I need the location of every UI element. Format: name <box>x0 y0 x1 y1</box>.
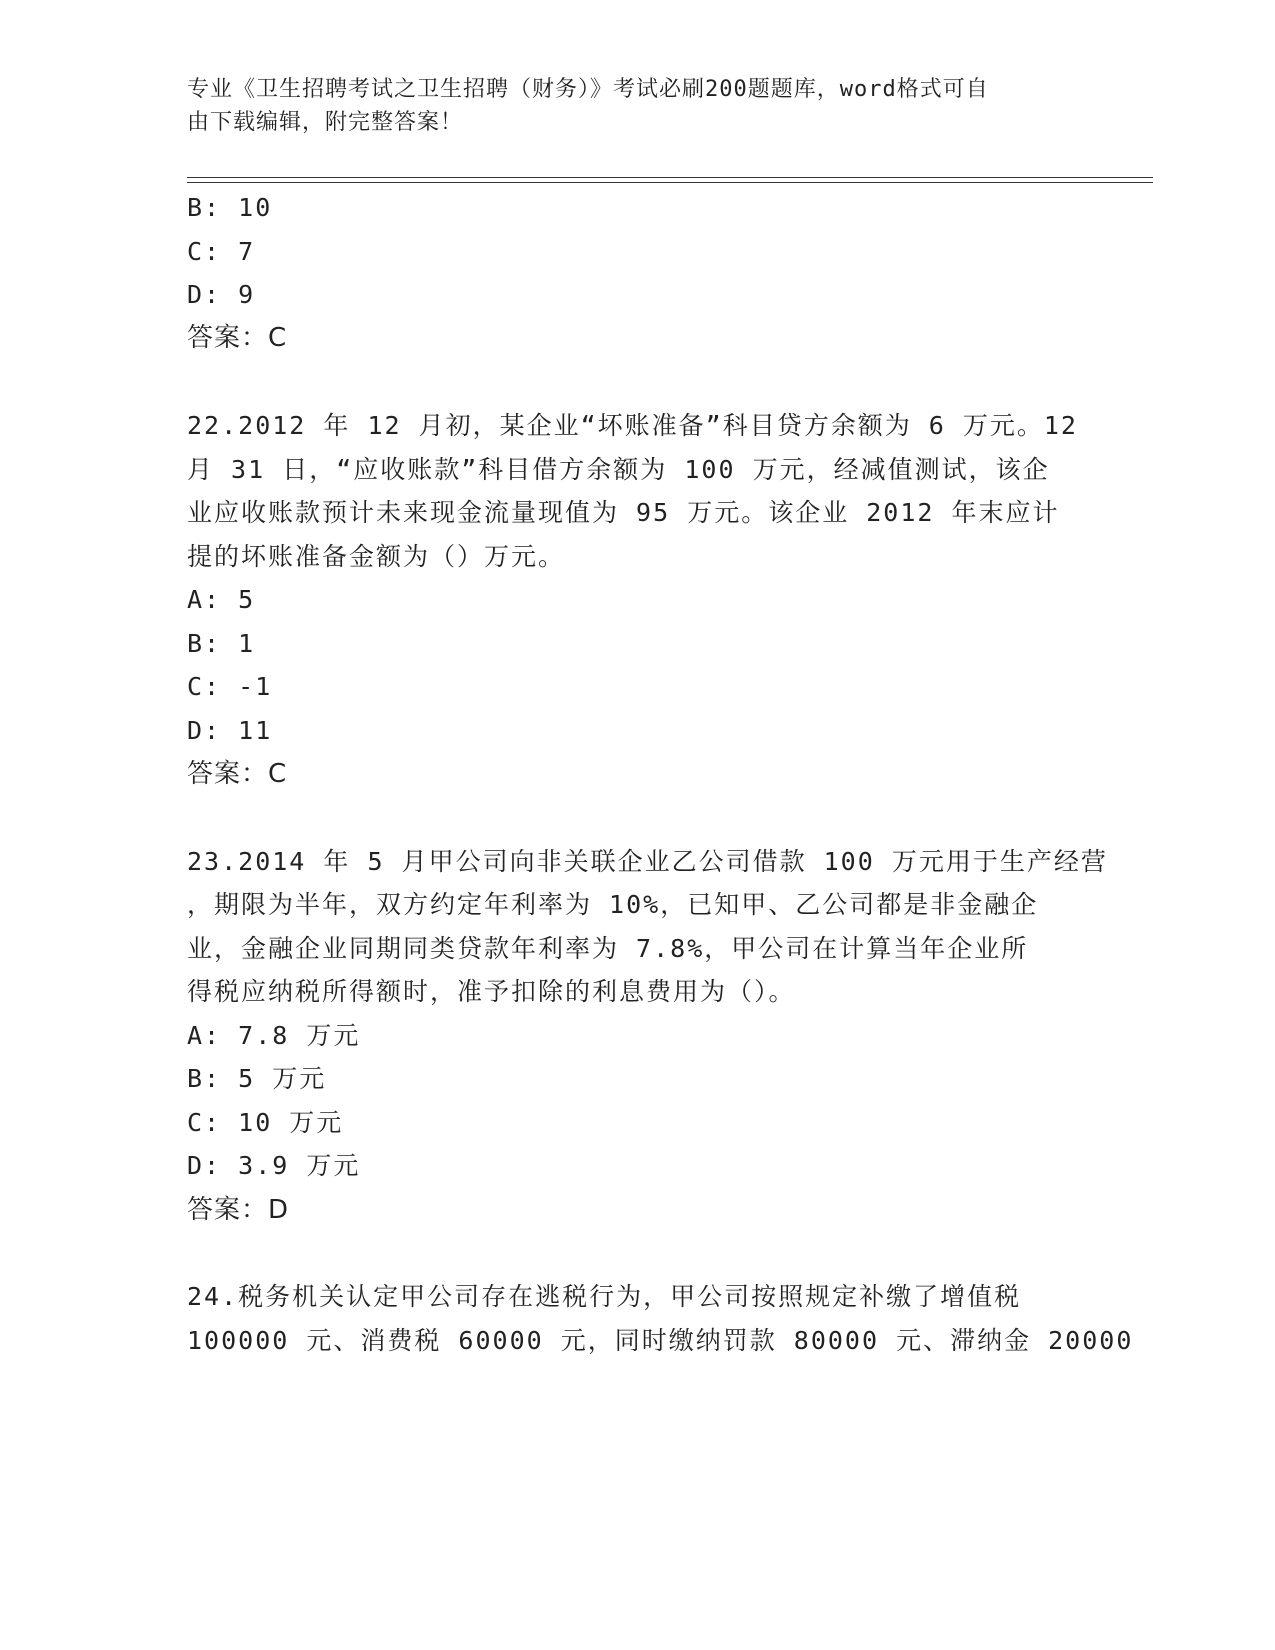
q22-answer: 答案：C <box>187 759 288 789</box>
q23-stem-line-1: 23.2014 年 5 月甲公司向非关联企业乙公司借款 100 万元用于生产经营 <box>187 847 1108 876</box>
q23-option-d: D: 3.9 万元 <box>187 1151 361 1180</box>
header-rule-bottom <box>187 182 1153 183</box>
header-line-2: 由下载编辑，附完整答案！ <box>187 110 464 135</box>
q23-option-a: A: 7.8 万元 <box>187 1021 361 1050</box>
header-line-1: 专业《卫生招聘考试之卫生招聘（财务）》考试必刷200题题库，word格式可自 <box>187 77 989 102</box>
q22-option-c: C: -1 <box>187 672 273 701</box>
q23-stem-line-3: 业，金融企业同期同类贷款年利率为 7.8%，甲公司在计算当年企业所 <box>187 934 1029 963</box>
q24-stem-line-1: 24.税务机关认定甲公司存在逃税行为，甲公司按照规定补缴了增值税 <box>187 1282 1022 1311</box>
q22-option-d: D: 11 <box>187 716 273 745</box>
q22-option-a: A: 5 <box>187 585 256 614</box>
q21-option-d: D: 9 <box>187 280 256 309</box>
q22-stem-line-2: 月 31 日，“应收账款”科目借方余额为 100 万元，经减值测试，该企 <box>187 455 1050 484</box>
q23-stem-line-2: ，期限为半年，双方约定年利率为 10%，已知甲、乙公司都是非金融企 <box>187 890 1039 919</box>
q21-option-c: C: 7 <box>187 237 256 266</box>
q22-stem-line-1: 22.2012 年 12 月初，某企业“坏账准备”科目贷方余额为 6 万元。12 <box>187 411 1078 440</box>
header-rule-top <box>187 177 1153 178</box>
q23-option-b: B: 5 万元 <box>187 1064 327 1093</box>
document-header <box>187 73 1067 139</box>
q22-option-b: B: 1 <box>187 629 256 658</box>
q22-stem-line-4: 提的坏账准备金额为（）万元。 <box>187 542 566 571</box>
q23-answer: 答案：D <box>187 1195 290 1225</box>
q23-option-c: C: 10 万元 <box>187 1108 344 1137</box>
q22-stem-line-3: 业应收账款预计未来现金流量现值为 95 万元。该企业 2012 年末应计 <box>187 498 1060 527</box>
q21-option-b: B: 10 <box>187 193 273 222</box>
q23-stem-line-4: 得税应纳税所得额时，准予扣除的利息费用为（）。 <box>187 977 796 1006</box>
q24-stem-line-2: 100000 元、消费税 60000 元，同时缴纳罚款 80000 元、滞纳金 20000 <box>187 1326 1134 1355</box>
q21-answer: 答案：C <box>187 323 288 353</box>
